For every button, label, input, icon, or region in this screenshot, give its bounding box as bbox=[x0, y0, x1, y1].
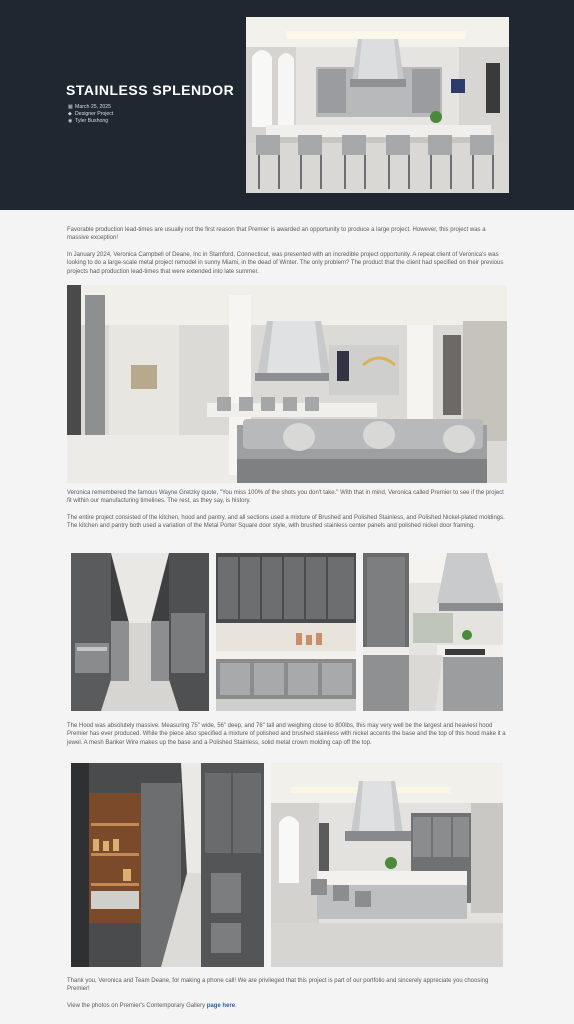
gallery-link-paragraph: View the photos on Premier's Contemporary Gallery page here. bbox=[67, 1003, 237, 1009]
hero-kitchen-photo bbox=[246, 17, 509, 193]
post-date: ▦ March 25, 2025 bbox=[68, 104, 112, 110]
article-paragraph: Veronica remembered the famous Wayne Gretzky quote, "You miss 100% of the shots you don't take." With that in mind, Veronica called Premier to see if the project fit within our manufacturing timelines. The rest, as they say, is history. bbox=[67, 490, 504, 505]
gallery-page-link[interactable]: page here bbox=[206, 1003, 236, 1009]
kitchen-island-hood-photo bbox=[271, 763, 503, 967]
hero-banner bbox=[0, 0, 574, 210]
calendar-icon: ▦ bbox=[68, 104, 73, 110]
article-paragraph: Favorable production lead-times are usually not the first reason that Premier is awarded an opportunity to produce a large project. However, this project was a massive exception! bbox=[67, 227, 486, 242]
page-title: STAINLESS SPLENDOR bbox=[66, 82, 235, 98]
post-author[interactable]: ◉ Tyler Bushong bbox=[68, 118, 109, 124]
article-paragraph: The Hood was absolutely massive. Measuring 75" wide, 56" deep, and 76" tall and weighing close to 800lbs, this may very well be the largest and heaviest hood Premier has ever produced. While the piece also specified a mixture of polished and brushed stainless with nickel accents the base and the top of this hood make it a jewel. A mesh Banker Wire makes up the base and a Polished Stainless, solid metal crown molding cap off the top. bbox=[67, 723, 506, 746]
post-category[interactable]: ◆ Designer Project bbox=[68, 111, 114, 117]
pantry-corridor-photo bbox=[71, 553, 209, 711]
post-meta bbox=[68, 104, 113, 125]
kitchen-cabinets-photo bbox=[216, 553, 356, 711]
article-paragraph: In January 2024, Veronica Campbell of Deane, Inc in Stamford, Connecticut, was presented with an incredible project opportunity. A repeat client of Veronica's was looking to do a large-scale metal project remodel in sunny Miami, in the dead of Winter. The only problem? The product that the client had specified on their previous projects had production lead-times that were extended into late summer. bbox=[67, 252, 504, 275]
user-icon: ◉ bbox=[68, 118, 73, 124]
article-paragraph: Thank you, Veronica and Team Deane, for making a phone call! We are privileged that this project is part of our portfolio and sincerely appreciate you choosing Premier! bbox=[67, 978, 489, 993]
open-pantry-photo bbox=[71, 763, 264, 967]
article-paragraph: The entire project consisted of the kitchen, hood and pantry, and all sections used a mixture of Brushed and Polished Stainless, and Polished Nickel-plated moldings. The kitchen and pantry both used a variation of the Metal Porter Square door style, with brushed stainless center panels and polished nickel door framing. bbox=[67, 515, 505, 530]
kitchen-range-photo bbox=[363, 553, 503, 711]
tag-icon: ◆ bbox=[68, 111, 72, 117]
living-room-kitchen-photo bbox=[67, 285, 507, 483]
